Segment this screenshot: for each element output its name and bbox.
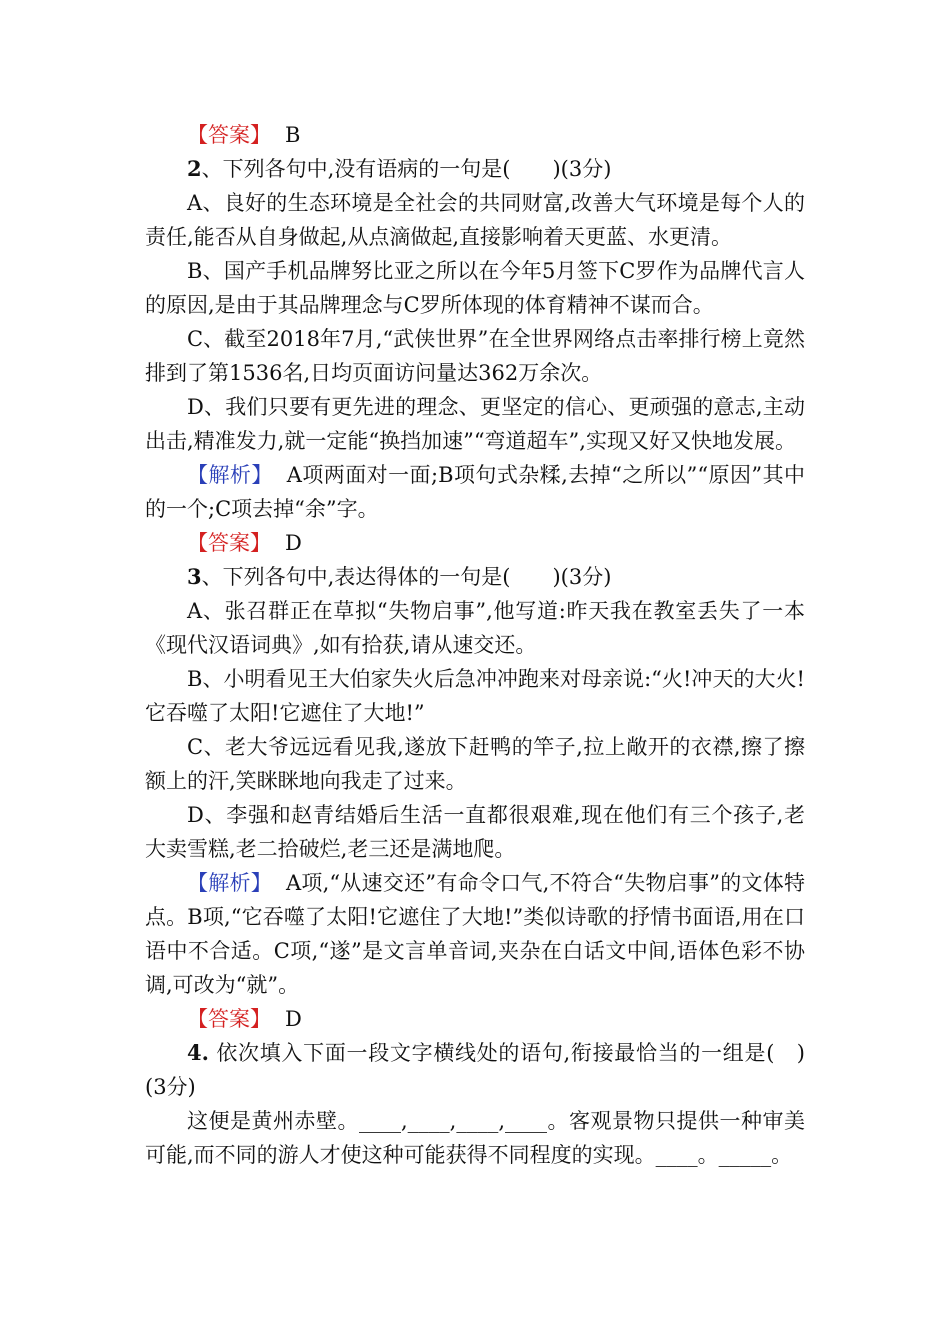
q2-stem	[145, 152, 805, 186]
q4-passage: 这便是黄州赤壁。____,____,____,____。客观景物只提供一种审美可能,而不同的游人才使这种可能获得不同程度的实现。____。_____。	[145, 1109, 805, 1167]
document-page	[145, 118, 805, 1172]
q3-option-b: B、小明看见王大伯家失火后急冲冲跑来对母亲说:“火!冲天的大火!它吞噬了太阳!它遮住了大地!”	[145, 667, 805, 725]
q4-stem	[145, 1036, 805, 1104]
q3-option-d: D、李强和赵青结婚后生活一直都很艰难,现在他们有三个孩子,老大卖雪糕,老二拾破烂,老三还是满地爬。	[145, 803, 805, 861]
q2-option-c: C、截至2018年7月,“武侠世界”在全世界网络点击率排行榜上竟然排到了第1536名,日均页面访问量达362万余次。	[145, 327, 805, 385]
question-number: 2	[187, 156, 202, 181]
answer-label: 【答案】	[187, 531, 271, 555]
question-text: 、下列各句中,表达得体的一句是( )(3分)	[201, 565, 612, 589]
analysis-text: A项,“从速交还”有命令口气,不符合“失物启事”的文体特点。B项,“它吞噬了太阳!它遮住了大地!”类似诗歌的抒情书面语,用在口语中不合适。C项,“遂”是文言单音词,夹杂在白话文中间,语体色彩不协调,可改为“就”。	[145, 871, 806, 997]
q3-answer-line	[145, 1002, 805, 1036]
analysis-text: A项两面对一面;B项句式杂糅,去掉“之所以”“原因”其中的一个;C项去掉“余”字。	[145, 463, 806, 521]
q2-answer-line	[145, 526, 805, 560]
q2-option-b: B、国产手机品牌努比亚之所以在今年5月签下C罗作为品牌代言人的原因,是由于其品牌理念与C罗所体现的体育精神不谋而合。	[145, 259, 805, 317]
answer-label: 【答案】	[187, 1007, 271, 1031]
q3-analysis	[145, 866, 805, 1002]
q1-answer-line	[145, 118, 805, 152]
q2-option-d: D、我们只要有更先进的理念、更坚定的信心、更顽强的意志,主动出击,精准发力,就一定能“换挡加速”“弯道超车”,实现又好又快地发展。	[145, 395, 805, 453]
analysis-label: 【解析】	[187, 871, 273, 895]
q3-option-c: C、老大爷远远看见我,遂放下赶鸭的竿子,拉上敞开的衣襟,擦了擦额上的汗,笑眯眯地向我走了过来。	[145, 735, 805, 793]
answer-value: D	[285, 531, 302, 555]
question-number: 4.	[187, 1040, 209, 1065]
question-text: 、下列各句中,没有语病的一句是( )(3分)	[201, 157, 612, 181]
question-number: 3	[187, 564, 202, 589]
q3-stem	[145, 560, 805, 594]
answer-value: B	[285, 123, 301, 147]
answer-value: D	[285, 1007, 302, 1031]
q3-option-a: A、张召群正在草拟“失物启事”,他写道:昨天我在教室丢失了一本《现代汉语词典》,如有拾获,请从速交还。	[145, 599, 805, 657]
answer-label: 【答案】	[187, 123, 271, 147]
analysis-label: 【解析】	[187, 463, 273, 487]
q2-option-a: A、良好的生态环境是全社会的共同财富,改善大气环境是每个人的责任,能否从自身做起,从点滴做起,直接影响着天更蓝、水更清。	[145, 191, 805, 249]
q2-analysis	[145, 458, 805, 526]
question-text: 依次填入下面一段文字横线处的语句,衔接最恰当的一组是( )(3分)	[145, 1041, 805, 1099]
